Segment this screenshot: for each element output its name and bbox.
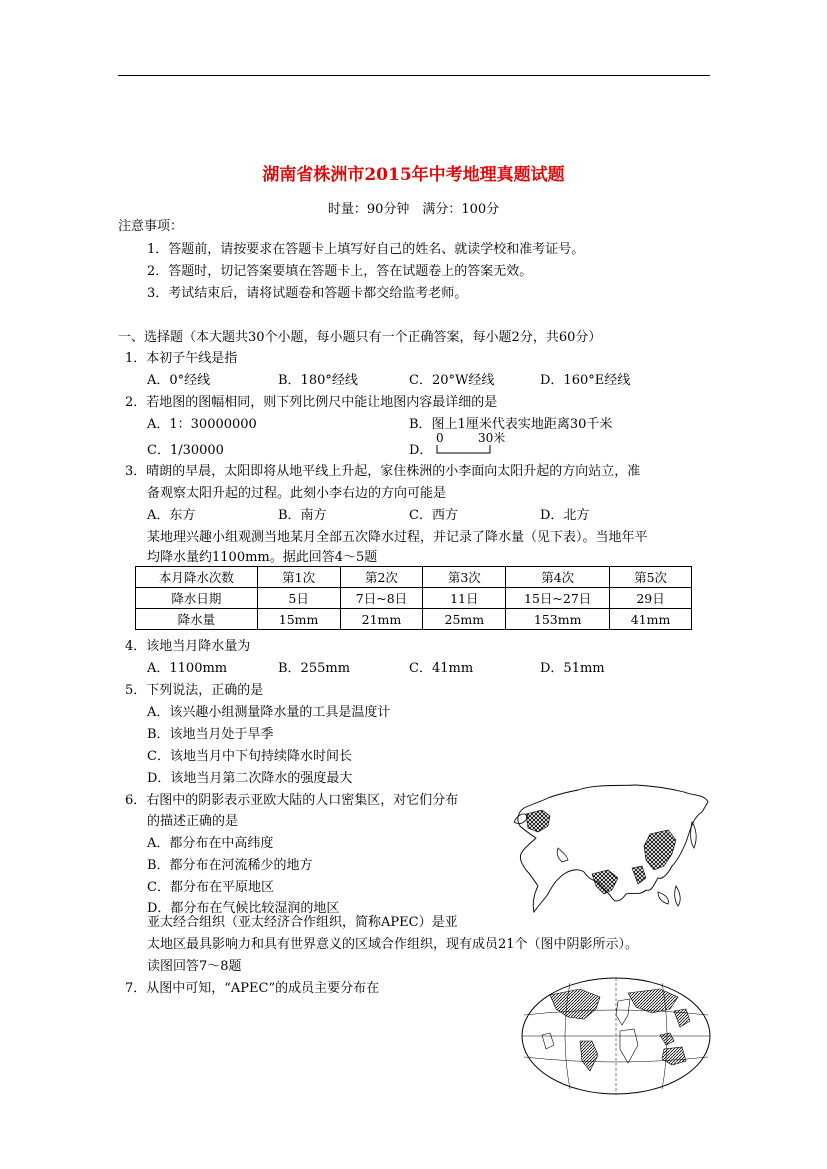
question-5-stem: 5．下列说法，正确的是 [125,683,264,698]
table-cell: 15日~27日 [506,588,610,609]
table-row [136,567,692,588]
scale-bar-line [436,443,496,461]
table-cell: 第1次 [257,567,340,588]
table-cell: 降水量 [136,609,258,630]
table-cell: 41mm [610,609,692,630]
table-row [136,609,692,630]
scale-label-zero: 0 [436,431,444,445]
question-6-line: 的描述正确的是 [147,814,239,829]
q3-option-a: A．东方 [147,508,196,523]
question-3-line: 备观察太阳升起的过程。此刻小李右边的方向可能是 [147,486,447,501]
table-cell: 21mm [340,609,423,630]
q5-option-b: B．该地当月处于旱季 [147,727,274,742]
question-6-line: 6．右图中的阴影表示亚欧大陆的人口密集区，对它们分布 [125,793,459,808]
page-title: 湖南省株洲市2015年中考地理真题试题 [262,165,565,185]
table-cell: 29日 [610,588,692,609]
q2-option-d: D． [409,443,433,458]
q3-option-c: C．西方 [409,508,458,523]
q2-option-c: C．1/30000 [147,443,224,458]
q5-option-a: A．该兴趣小组测量降水量的工具是温度计 [147,705,391,720]
table-cell: 153mm [506,609,610,630]
q4-option-b: B．255mm [278,661,351,676]
exam-time-score: 时量：90分钟 满分：100分 [327,202,500,217]
rainfall-table [135,566,692,630]
table-cell: 25mm [423,609,506,630]
eurasia-population-map [508,782,710,920]
intro-q4-5: 均降水量约1100mm。据此回答4～5题 [147,550,378,565]
table-cell: 11日 [423,588,506,609]
table-cell: 降水日期 [136,588,258,609]
q3-option-d: D．北方 [540,508,590,523]
notice-item: 3．考试结束后，请将试题卷和答题卡都交给监考老师。 [147,286,468,301]
table-cell: 15mm [257,609,340,630]
question-3-line: 3．晴朗的早晨，太阳即将从地平线上升起，家住株洲的小李面向太阳升起的方向站立，准 [125,464,641,479]
scale-label-30m: 30米 [478,431,506,445]
section-heading: 一、选择题（本大题共30个小题，每小题只有一个正确答案，每小题2分，共60分） [118,330,602,345]
notice-item: 2．答题时，切记答案要填在答题卡上，答在试题卷上的答案无效。 [147,264,533,279]
table-cell: 第5次 [610,567,692,588]
question-7-stem: 7．从图中可知，“APEC”的成员主要分布在 [125,981,380,996]
table-row [136,588,692,609]
intro-q7-8: 读图回答7～8题 [147,959,242,974]
q2-option-b: B．图上1厘米代表实地距离30千米 [409,417,613,432]
q6-option-c: C．都分布在平原地区 [147,880,274,895]
q6-option-d: D．都分布在气候比较湿润的地区 [147,901,340,916]
q4-option-d: D．51mm [540,661,605,676]
q1-option-b: B．180°经线 [278,373,358,388]
apec-world-map [520,975,712,1097]
table-cell: 第2次 [340,567,423,588]
table-cell: 第4次 [506,567,610,588]
notice-item: 1．答题前，请按要求在答题卡上填写好自己的姓名、就读学校和准考证号。 [147,242,585,257]
q1-option-c: C．20°W经线 [409,373,495,388]
q6-option-a: A．都分布在中高纬度 [147,836,274,851]
intro-q7-8: 亚太经合组织（亚太经济合作组织，简称APEC）是亚 [147,915,458,930]
intro-q7-8: 太地区最具影响力和具有世界意义的区域合作组织，现有成员21个（图中阴影所示）。 [147,937,639,952]
table-cell: 5日 [257,588,340,609]
intro-q4-5: 某地理兴趣小组观测当地某月全部五次降水过程，并记录了降水量（见下表）。当地年平 [147,530,648,545]
question-1-stem: 1．本初子午线是指 [125,351,238,366]
table-cell: 本月降水次数 [136,567,258,588]
question-4-stem: 4．该地当月降水量为 [125,639,251,654]
q2-option-a: A．1：30000000 [147,417,257,432]
q6-option-b: B．都分布在河流稀少的地方 [147,858,313,873]
q4-option-a: A．1100mm [147,661,228,676]
q5-option-d: D．该地当月第二次降水的强度最大 [147,771,353,786]
q1-option-d: D．160°E经线 [540,373,631,388]
q4-option-c: C．41mm [409,661,474,676]
scale-bar [436,431,532,461]
header-rule [118,75,710,76]
table-cell: 7日~8日 [340,588,423,609]
q5-option-c: C．该地当月中下旬持续降水时间长 [147,749,352,764]
table-cell: 第3次 [423,567,506,588]
question-2-stem: 2．若地图的图幅相同，则下列比例尺中能让地图内容最详细的是 [125,395,498,410]
q3-option-b: B．南方 [278,508,327,523]
q1-option-a: A．0°经线 [147,373,211,388]
notice-heading: 注意事项： [118,219,184,234]
